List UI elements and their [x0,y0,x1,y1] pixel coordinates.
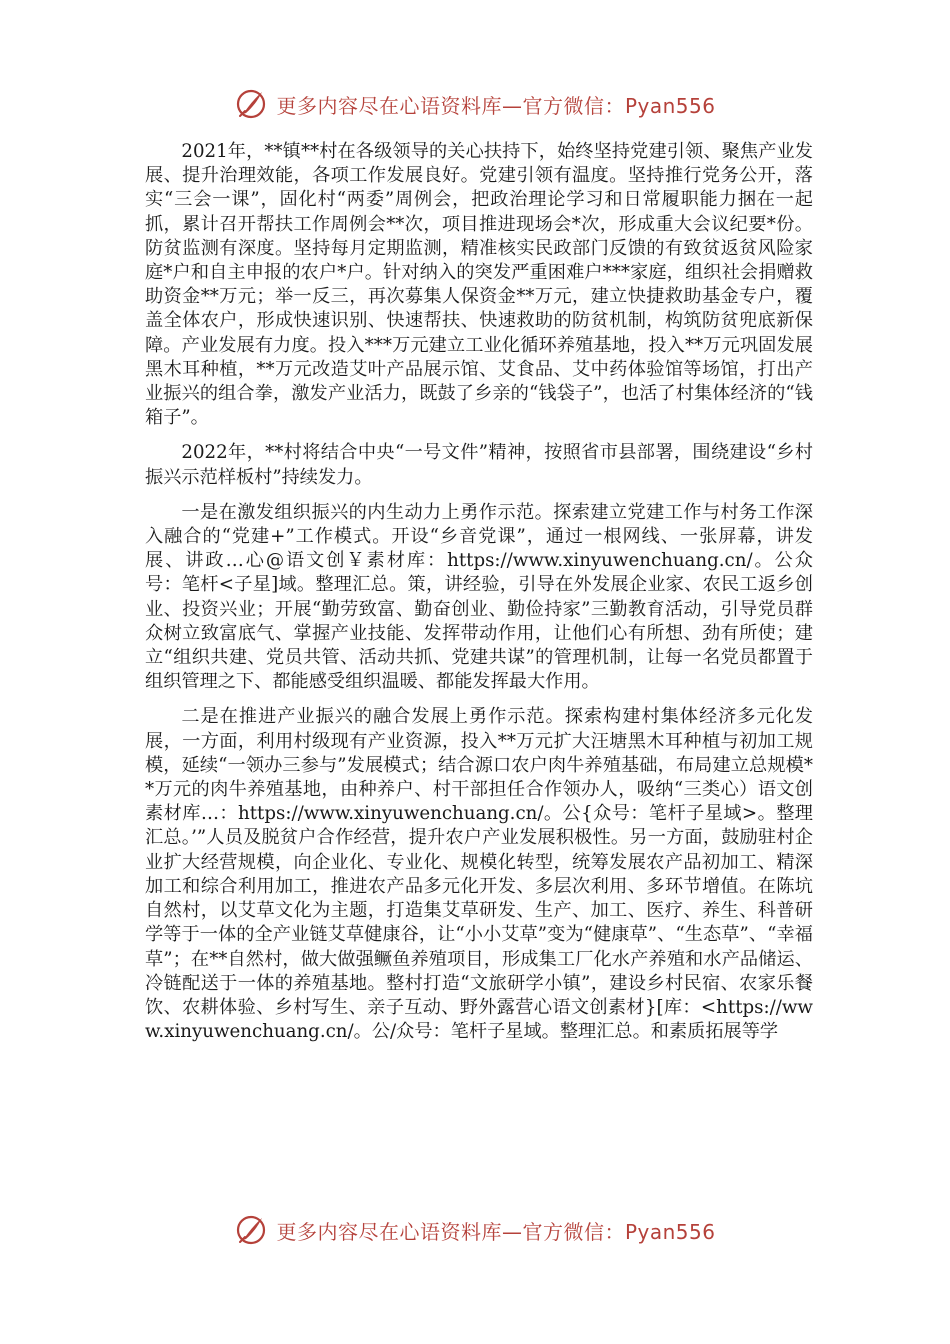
paragraph-organization-revitalization: 一是在激发组织振兴的内生动力上勇作示范。探索建立党建工作与村务工作深入融合的“党建+”工作模式。开设“乡音党课”，通过一根网线、一张屏幕，讲发展、讲政…心@语文创￥素材库：https://www.xinyuwenchuang.cn/。公众号：笔杆<子星]域。整理汇总。策，讲经验，引导在外发展企业家、农民工返乡创业、投资兴业；开展“勤劳致富、勤奋创业、勤俭持家”三勤教育活动，引导党员群众树立致富底气、掌握产业技能、发挥带动作用，让他们心有所想、劲有所使；建立“组织共建、党员共管、活动共抓、党建共谋”的管理机制，让每一名党员都置于组织管理之下、都能感受组织温暖、都能发挥最大作用。 [145,501,813,693]
document-body [145,140,813,1055]
watermark-text: 更多内容尽在心语资料库—官方微信：Pyan556 [276,93,716,118]
watermark-text: 更多内容尽在心语资料库—官方微信：Pyan556 [276,1219,716,1244]
quill-seal-icon [234,1213,268,1247]
paragraph-2022-plan: 2022年，**村将结合中央“一号文件”精神，按照省市县部署，围绕建设“乡村振兴示范样板村”持续发力。 [145,442,813,488]
paragraph-industry-revitalization: 二是在推进产业振兴的融合发展上勇作示范。探索构建村集体经济多元化发展，一方面，利用村级现有产业资源，投入**万元扩大汪塘黑木耳种植与初加工规模，延续“一领办三参与”发展模式；结合源口农户肉牛养殖基础，布局建立总规模**万元的肉牛养殖基地，由种养户、村干部担任合作领办人，吸纳“三类心）语文创素材库…：https://www.xinyuwenchuang.cn/。公{众号：笔杆子星域>。整理汇总。’”人员及脱贫户合作经营，提升农户产业发展积极性。另一方面，鼓励驻村企业扩大经营规模，向企业化、专业化、规模化转型，统筹发展农产品初加工、精深加工和综合利用加工，推进农产品多元化开发、多层次利用、多环节增值。在陈坑自然村，以艾草文化为主题，打造集艾草研发、生产、加工、医疗、养生、科普研学等于一体的全产业链艾草健康谷，让“小小艾草”变为“健康草”、“生态草”、“幸福草”；在**自然村，做大做强鳜鱼养殖项目，形成集工厂化水产养殖和水产品储运、冷链配送于一体的养殖基地。整村打造“文旅研学小镇”，建设乡村民宿、农家乐餐饮、农耕体验、乡村写生、亲子互动、野外露营心语文创素材}[库：<https://www.xinyuwenchuang.cn/。公/众号：笔杆子星域。整理汇总。和素质拓展等学 [145,706,813,1043]
paragraph-2021-summary: 2021年，**镇**村在各级领导的关心扶持下，始终坚持党建引领、聚焦产业发展、提升治理效能，各项工作发展良好。党建引领有温度。坚持推行党务公开，落实“三会一课”，固化村“两委”周例会，把政治理论学习和日常履职能力捆在一起抓，累计召开帮扶工作周例会**次，项目推进现场会*次，形成重大会议纪要*份。防贫监测有深度。坚持每月定期监测，精准核实民政部门反馈的有致贫返贫风险家庭*户和自主申报的农户*户。针对纳入的突发严重困难户***家庭，组织社会捐赠救助资金**万元；举一反三，再次募集人保资金**万元，建立快捷救助基金专户，覆盖全体农户，形成快速识别、快速帮扶、快速救助的防贫机制，构筑防贫兜底新保障。产业发展有力度。投入***万元建立工业化循环养殖基地，投入**万元巩固发展黑木耳种植，**万元改造艾叶产品展示馆、艾食品、艾中药体验馆等场馆，打出产业振兴的组合拳，激发产业活力，既鼓了乡亲的“钱袋子”，也活了村集体经济的“钱箱子”。 [145,141,813,429]
watermark-footer [0,1208,950,1252]
quill-seal-icon [234,87,268,121]
watermark-header [0,82,950,126]
